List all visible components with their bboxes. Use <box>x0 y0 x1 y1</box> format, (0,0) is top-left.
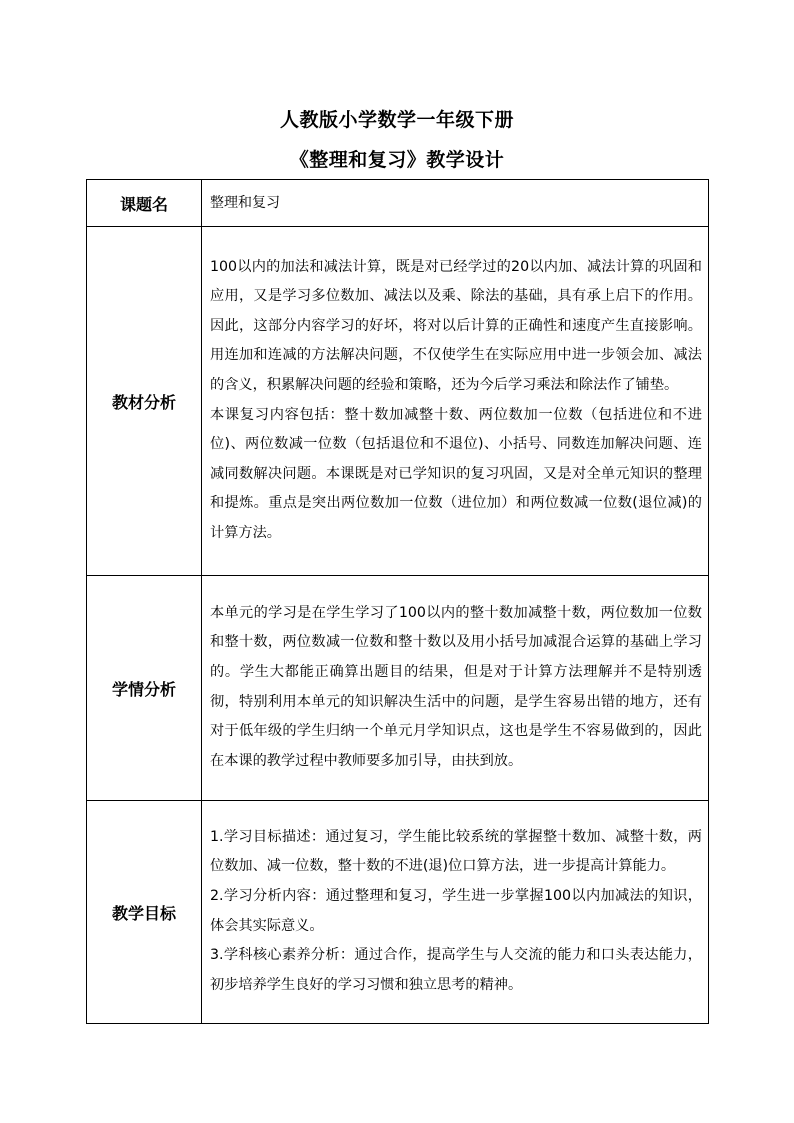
teaching-goal-item-3: 3.学科核心素养分析：通过合作，提高学生与人交流的能力和口头表达能力，初步培养学生良好的学习习惯和独立思考的精神。 <box>210 947 702 993</box>
row-content-student-analysis <box>202 576 709 801</box>
table-row-lesson-title <box>87 180 709 227</box>
document-subtitle: 《整理和复习》教学设计 <box>289 149 505 171</box>
row-content-teaching-goals <box>202 801 709 1024</box>
document-title: 人教版小学数学一年级下册 <box>279 109 514 131</box>
table-row-textbook-analysis <box>87 227 709 576</box>
table-row-teaching-goals <box>87 801 709 1024</box>
row-label-textbook-analysis: 教材分析 <box>87 227 202 576</box>
row-content-textbook-analysis <box>202 227 709 576</box>
row-label-teaching-goals: 教学目标 <box>87 801 202 1024</box>
row-label-student-analysis: 学情分析 <box>87 576 202 801</box>
student-analysis-paragraph: 本单元的学习是在学生学习了100以内的整十数加减整十数，两位数加一位数和整十数，两位数减一位数和整十数以及用小括号加减混合运算的基础上学习的。学生大都能正确算出题目的结果，但是对于计算方法理解并不是特别透彻，特别利用本单元的知识解决生活中的问题，是学生容易出错的地方，还有对于低年级的学生归纳一个单元月学知识点，这也是学生不容易做到的，因此在本课的教学过程中教师要多加引导，由扶到放。 <box>210 604 702 769</box>
row-label-lesson-title: 课题名 <box>87 180 202 227</box>
textbook-analysis-paragraph-1: 100以内的加法和减法计算，既是对已经学过的20以内加、减法计算的巩固和应用，又是学习多位数加、减法以及乘、除法的基础，具有承上启下的作用。因此，这部分内容学习的好坏，将对以后计算的正确性和速度产生直接影响。用连加和连减的方法解决问题，不仅使学生在实际应用中进一步领会加、减法的含义，积累解决问题的经验和策略，还为今后学习乘法和除法作了铺垫。 <box>210 258 702 393</box>
row-content-lesson-title <box>202 180 709 227</box>
lesson-design-table <box>86 179 709 1024</box>
table-row-student-analysis <box>87 576 709 801</box>
textbook-analysis-paragraph-2: 本课复习内容包括：整十数加减整十数、两位数加一位数（包括进位和不进位)、两位数减一位数（包括退位和不退位)、小括号、同数连加解决问题、连减同数解决问题。本课既是对已学知识的复习巩固，又是对全单元知识的整理和提炼。重点是突出两位数加一位数（进位加）和两位数减一位数(退位减)的计算方法。 <box>210 406 702 541</box>
teaching-goal-item-1: 1.学习目标描述：通过复习，学生能比较系统的掌握整十数加、减整十数，两位数加、减一位数，整十数的不进(退)位口算方法，进一步提高计算能力。 <box>210 828 702 875</box>
lesson-title-text: 整理和复习 <box>210 194 280 211</box>
teaching-goal-item-2: 2.学习分析内容：通过整理和复习，学生进一步掌握100以内加减法的知识，体会其实际意义。 <box>210 887 702 934</box>
